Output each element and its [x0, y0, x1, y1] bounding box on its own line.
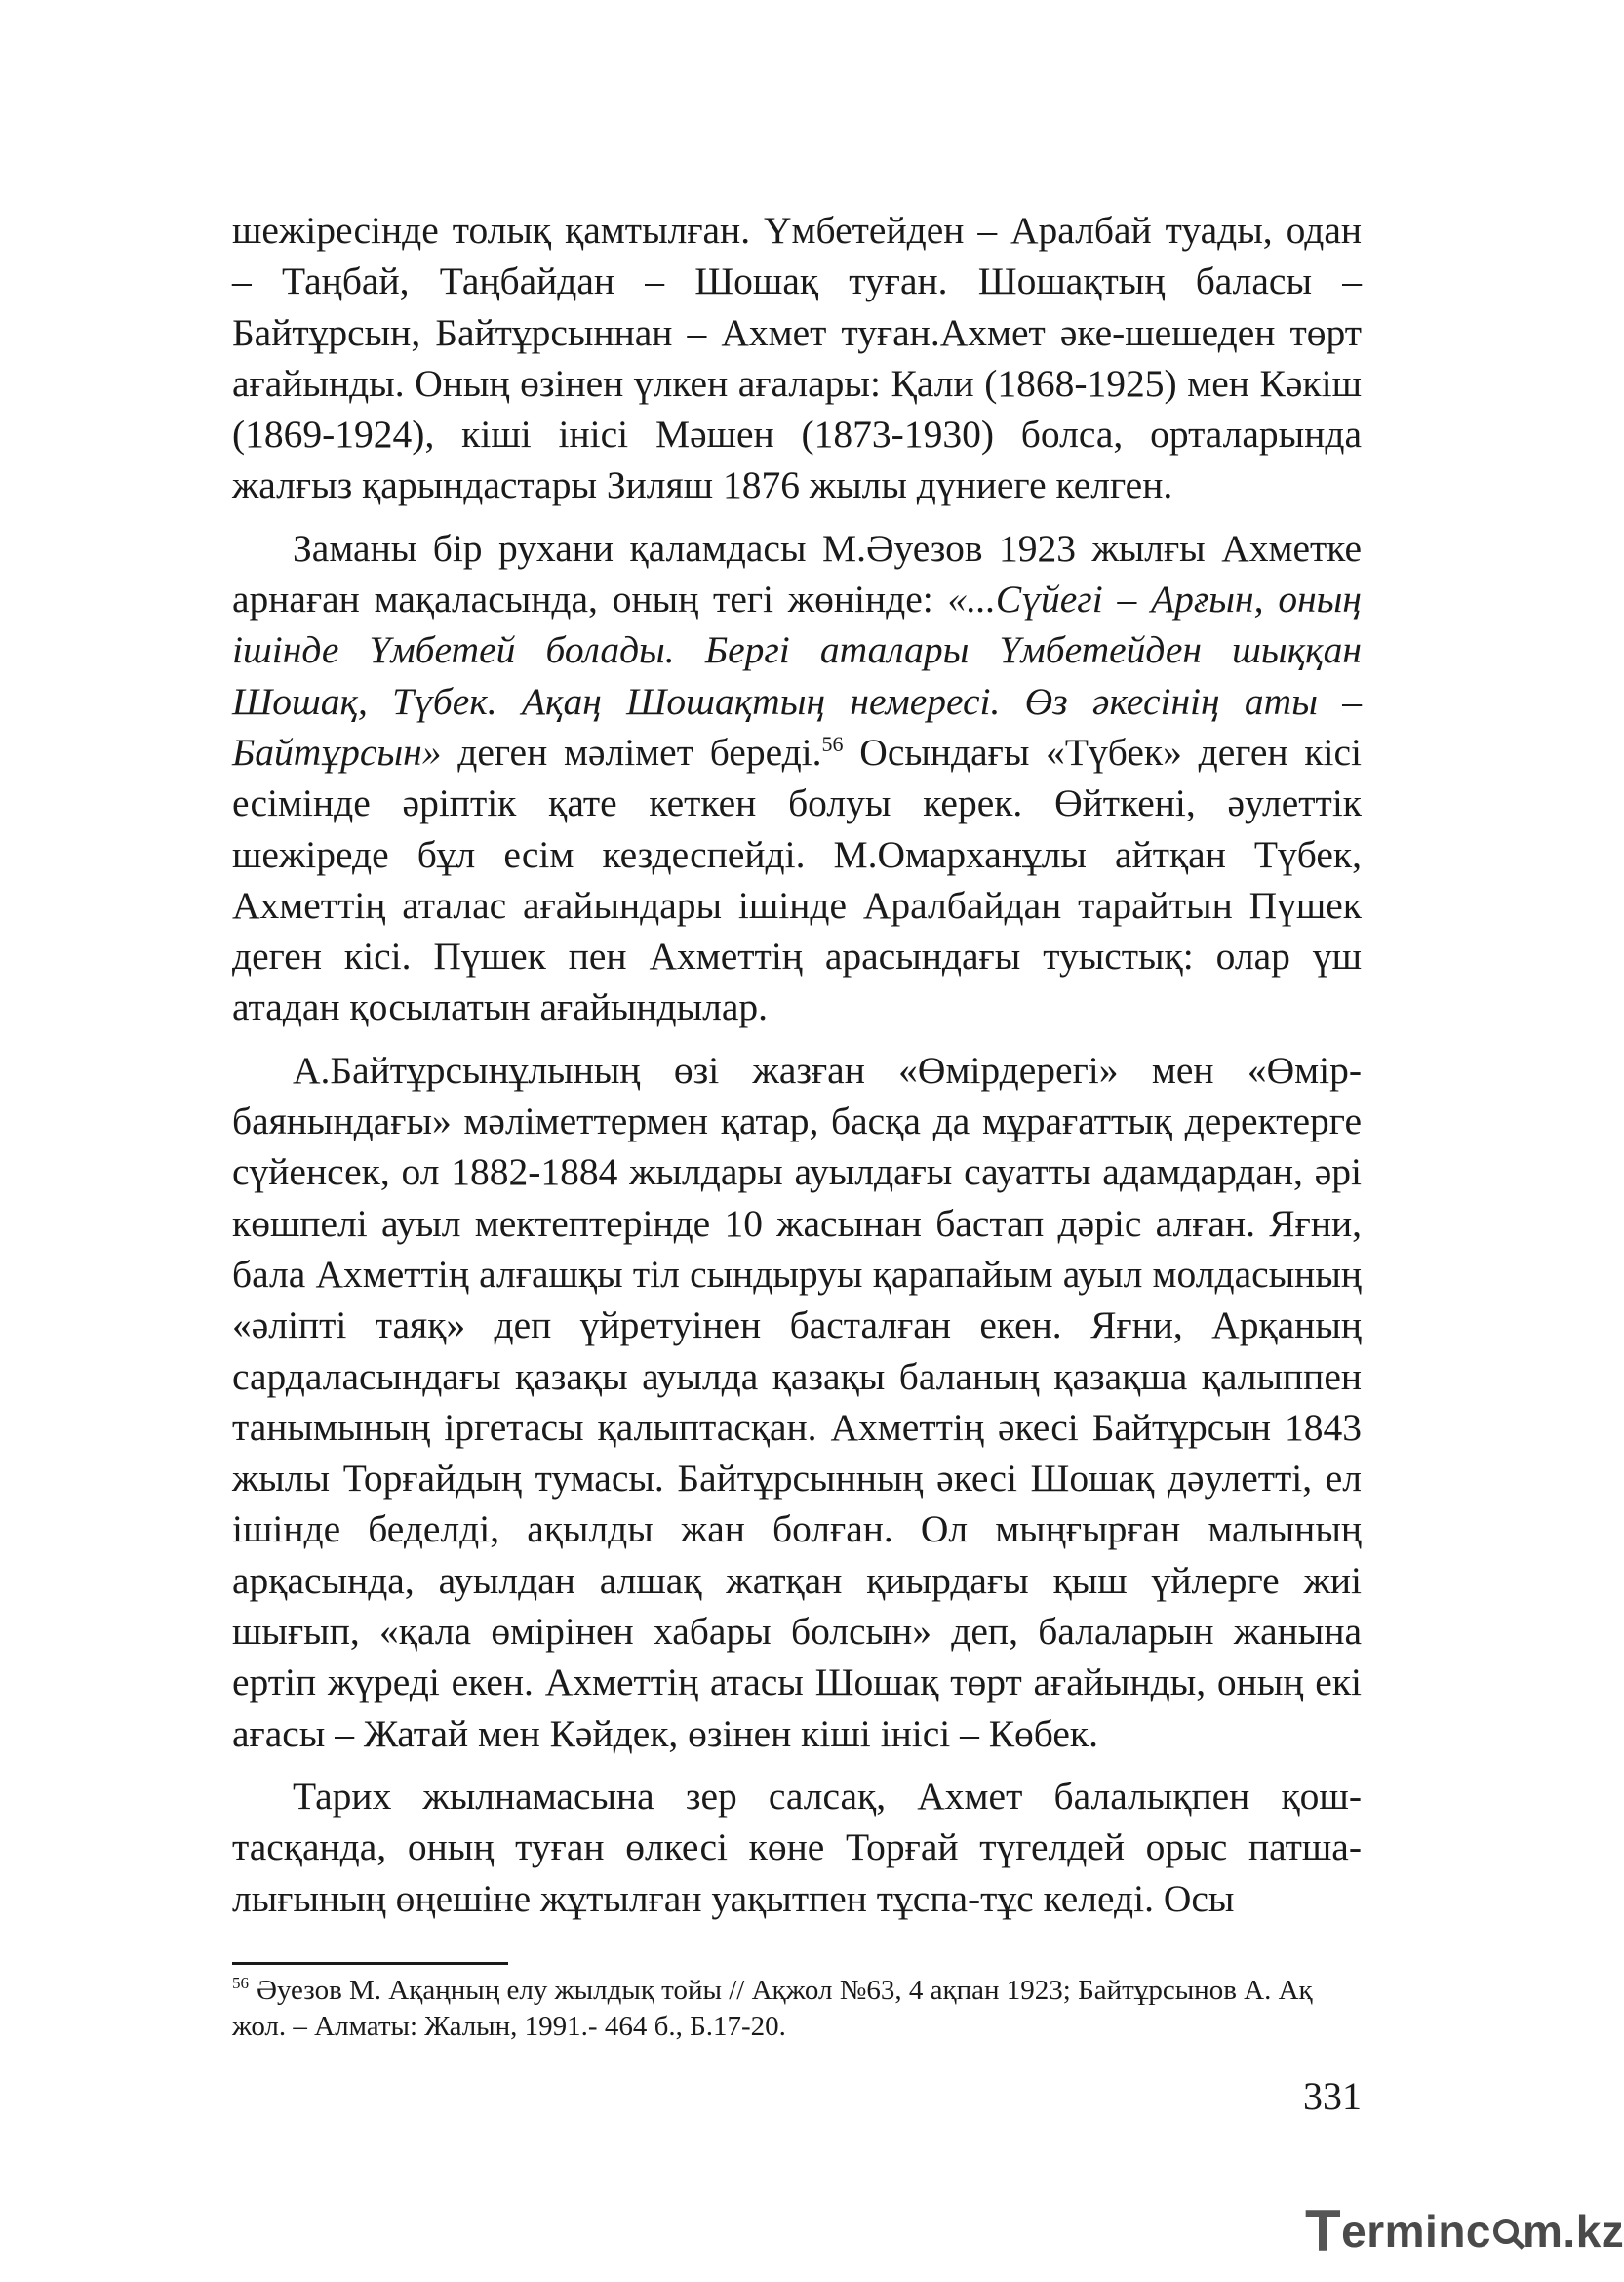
- footnote-text: Әуезов М. Ақаңның елу жылдық тойы // Ақжол №63, 4 ақпан 1923; Байтұрсынов А. Ақ жол. – Алматы: Жалын, 1991.- 464 б., Б.17-20.: [232, 1975, 1313, 2042]
- magnifier-icon: [1493, 2219, 1519, 2244]
- footnote-number: 56: [232, 1974, 249, 1993]
- watermark-part1: erminc: [1341, 2205, 1492, 2257]
- paragraph-text: Тарих жылнамасына зер салсақ, Ахмет балалықпен қоштасқанда, оның туған өлкесі көне Торғай түгелдей орыс патшалығының өңешіне жұтылған уақытпен тұспа-тұс келеді. Осы: [232, 1774, 1362, 1920]
- body-paragraph: [232, 1045, 1362, 1759]
- footnote: [232, 1973, 1362, 2045]
- watermark-initial: T: [1305, 2198, 1342, 2263]
- paragraph-text: деген мәлімет береді.: [441, 730, 822, 774]
- watermark-logo: [1305, 2197, 1624, 2264]
- body-paragraph: [232, 523, 1362, 1033]
- footnote-ref: 56: [821, 731, 844, 756]
- paragraph-text: Осындағы «Түбек» деген кісі есімінде әріптік қате кеткен болуы керек. Өйткені, әулеттік шежіреде бұл есім кездеспейді. М.Омарханұлы айтқан Түбек, Ахметтің аталас ағайындары ішінде Аралбайдан тарайтын Пүшек деген кісі. Пүшек пен Ахметтің арасындағы туыстық: олар үш атадан қосылатын ағайындылар.: [232, 730, 1362, 1029]
- watermark-part2: m.kz: [1523, 2205, 1624, 2257]
- paragraph-text: Заманы бір рухани қаламдасы М.Әуезов 1923 жылғы Ахметке арнаған мақаласында, оның тегі жөнінде:: [232, 526, 1362, 621]
- footnote-separator: [232, 1962, 508, 1965]
- body-paragraph: [232, 205, 1362, 511]
- page-number: 331: [1303, 2074, 1362, 2118]
- body-paragraph: [232, 1771, 1362, 1924]
- paragraph-text: А.Байтұрсынұлының өзі жазған «Өмірдерегі» мен «Өмірбаянындағы» мәліметтермен қатар, басқа да мұрағаттық деректерге сүйенсек, ол 1882-1884 жылдары ауылдағы сауатты адамдардан, әрі көшпелі ауыл мектептерінде 10 жасынан бастап дәріс алған. Яғни, бала Ахметтің алғашқы тіл сындыруы қарапайым ауыл молдасының «әліпті таяқ» деп үйретуінен басталған екен. Яғни, Арқаның сардаласындағы қазақы ауылда қазақы баланың қазақша қалыппен танымының іргетасы қалыптасқан. Ахметтің әкесі Байтұрсын 1843 жылы Торғайдың тумасы. Байтұрсынның әкесі Шошақ дәулетті, ел ішінде беделді, ақылды жан болған. Ол мыңғырған малының арқасында, ауылдан алшақ жатқан қиырдағы қыш үйлерге жиі шығып, «қала өмірінен хабары болсын» деп, балаларын жанына ертіп жүреді екен. Ахметтің атасы Шошақ төрт ағайынды, оның екі ағасы – Жатай мен Кәйдек, өзінен кіші інісі – Көбек.: [232, 1048, 1362, 1755]
- page-body: [232, 205, 1362, 1936]
- quoted-text: «...Сүйегі – Арғын, оның ішінде Үмбетей болады. Бергі аталары Үмбетейден шыққан Шошақ, Түбек. Ақаң Шошақтың немересі. Өз әкесінің аты – Байтұрсын»: [232, 578, 1363, 774]
- paragraph-text: шежіресінде толық қамтылған. Үмбетейден – Аралбай туады, одан – Таңбай, Таңбайдан – Шошақ туған. Шошақтың баласы – Байтұрсын, Байтұрсыннан – Ахмет туған.Ахмет әке-шешеден төрт ағайынды. Оның өзінен үлкен ағалары: Қали (1868-1925) мен Кәкіш (1869-1924), кіші інісі Мәшен (1873-1930) болса, орталарында жалғыз қарындастары Зиляш 1876 жылы дүниеге келген.: [232, 209, 1362, 507]
